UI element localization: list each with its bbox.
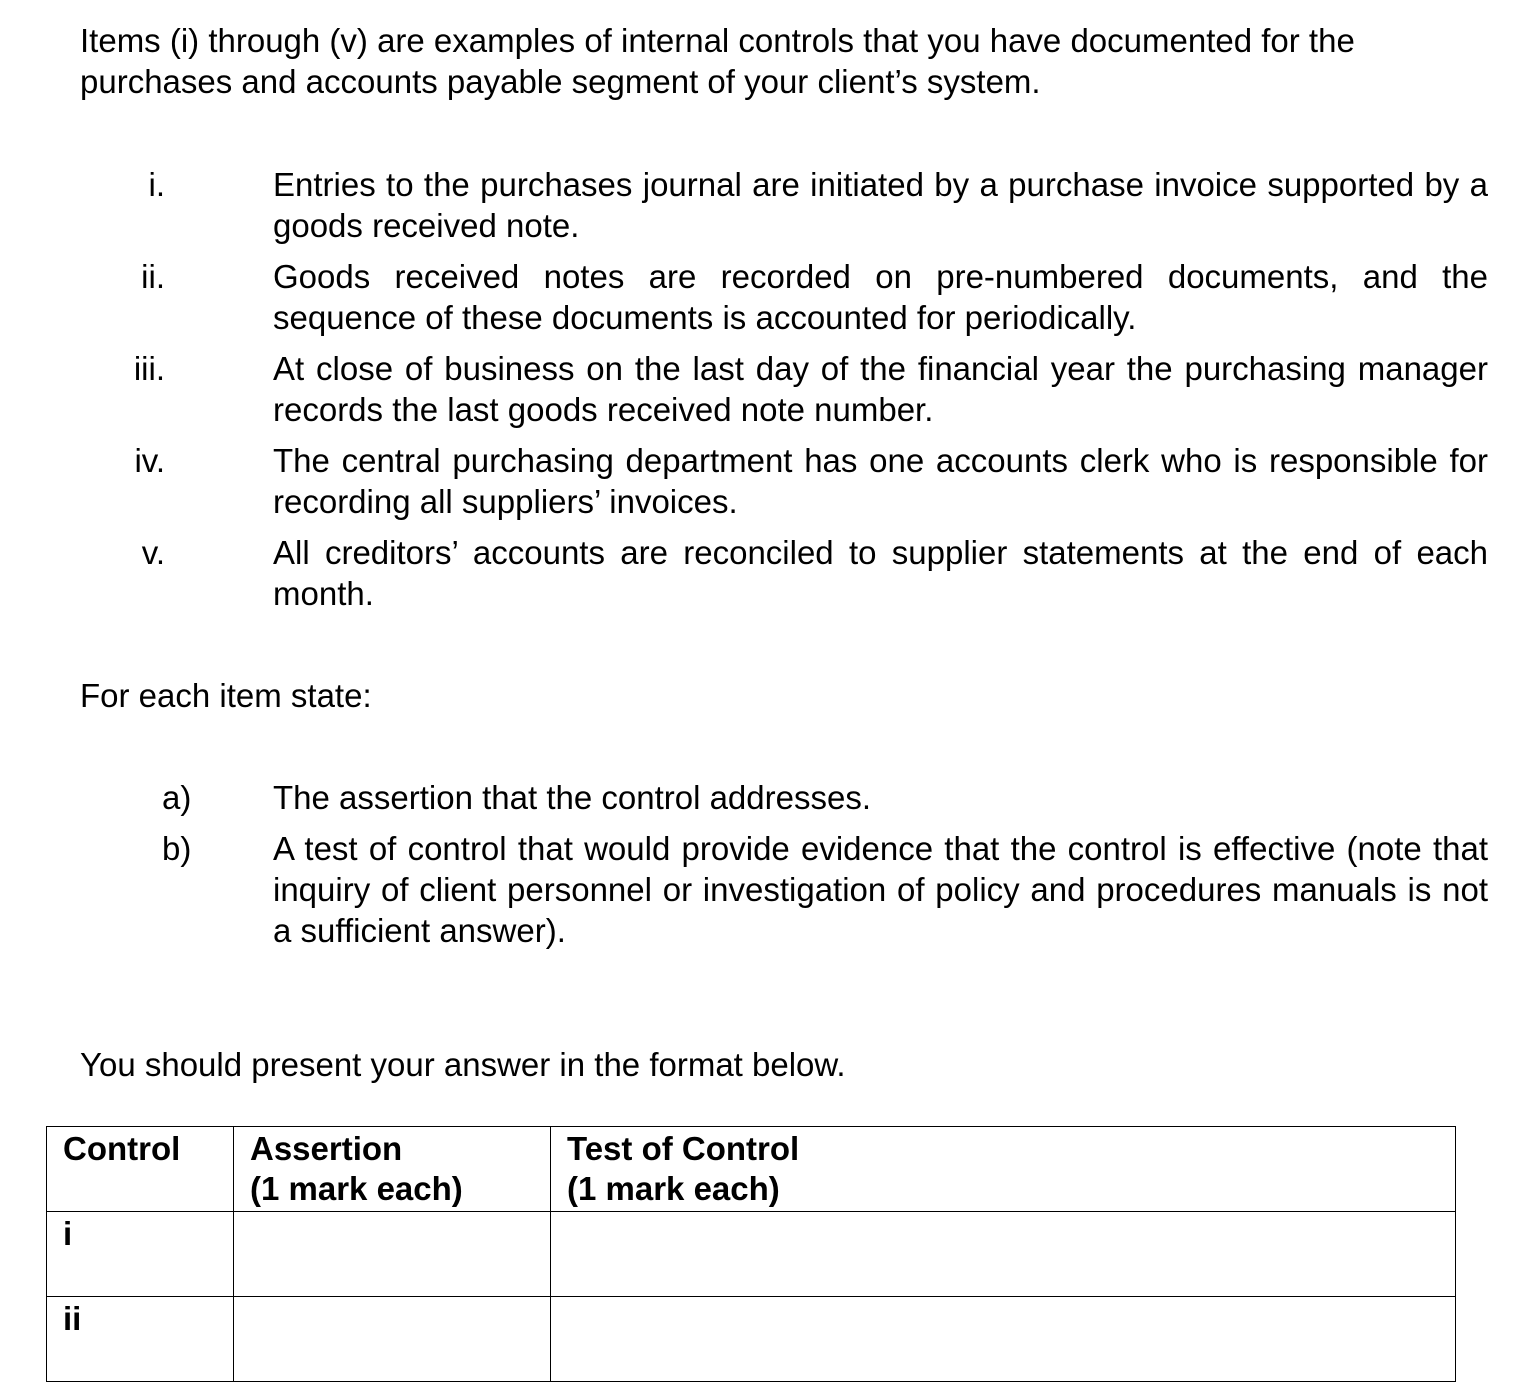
header-test-marks: (1 mark each) [567, 1170, 780, 1207]
control-text: Goods received notes are recorded on pre-numbered documents, and the sequence of these documents is accounted for periodically. [273, 258, 1488, 336]
header-test-label: Test of Control [567, 1130, 800, 1167]
requirement-letter: b) [162, 830, 192, 867]
row-control-cell: i [47, 1212, 234, 1297]
requirement-text: The assertion that the control addresses. [273, 779, 871, 816]
control-text: At close of business on the last day of the financial year the purchasing manager records the last goods received note number. [273, 350, 1488, 428]
row-assertion-cell[interactable] [234, 1212, 551, 1297]
control-item [0, 256, 1533, 348]
row-test-cell[interactable] [551, 1297, 1456, 1382]
control-item [0, 348, 1533, 440]
header-test [551, 1127, 1456, 1212]
requirement-item [0, 828, 1533, 951]
for-each-heading: For each item state: [80, 677, 372, 714]
requirement-item [0, 777, 1533, 828]
control-numeral: i. [148, 166, 165, 203]
table-row [47, 1297, 1456, 1382]
control-text: All creditors’ accounts are reconciled to supplier statements at the end of each month. [273, 534, 1488, 612]
control-item [0, 164, 1533, 256]
control-item [0, 440, 1533, 532]
table-header-row [47, 1127, 1456, 1212]
table-row [47, 1212, 1456, 1297]
row-control-cell: ii [47, 1297, 234, 1382]
row-test-cell[interactable] [551, 1212, 1456, 1297]
control-text: Entries to the purchases journal are initiated by a purchase invoice supported by a goods received note. [273, 166, 1488, 244]
requirements-list [0, 777, 1533, 951]
requirement-text: A test of control that would provide evidence that the control is effective (note that inquiry of client personnel or investigation of policy and procedures manuals is not a sufficient answer). [273, 830, 1488, 949]
header-assertion-label: Assertion [250, 1130, 403, 1167]
control-numeral: iii. [133, 350, 165, 387]
control-item [0, 532, 1533, 624]
header-control-label: Control [63, 1130, 181, 1167]
requirement-letter: a) [162, 779, 192, 816]
controls-list [0, 164, 1533, 624]
row-assertion-cell[interactable] [234, 1297, 551, 1382]
answer-table [46, 1126, 1456, 1382]
header-control [47, 1127, 234, 1212]
control-text: The central purchasing department has one accounts clerk who is responsible for recording all suppliers’ invoices. [273, 442, 1488, 520]
header-assertion [234, 1127, 551, 1212]
intro-paragraph: Items (i) through (v) are examples of internal controls that you have documented for the purchases and accounts payable segment of your client’s system. [80, 22, 1355, 100]
format-note: You should present your answer in the format below. [80, 1046, 846, 1083]
control-numeral: ii. [141, 258, 165, 295]
control-numeral: v. [141, 534, 165, 571]
control-numeral: iv. [134, 442, 165, 479]
header-assertion-marks: (1 mark each) [250, 1170, 463, 1207]
